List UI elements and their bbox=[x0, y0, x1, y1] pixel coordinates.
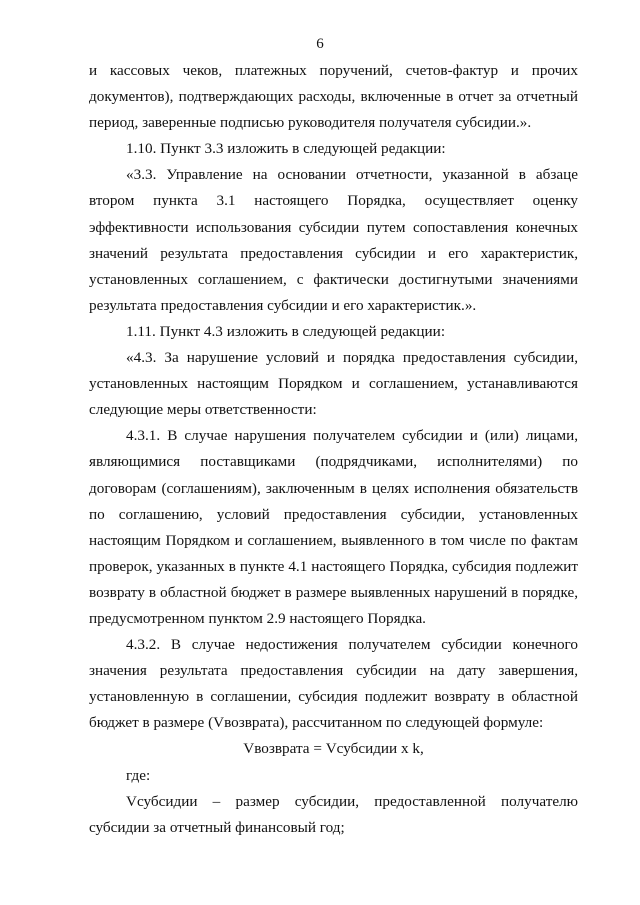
page-number: 6 bbox=[316, 36, 324, 52]
paragraph-clause-4-3-2: 4.3.2. В случае недостижения получателем субсидии конечного значения результата предоставления субсидии на дату завершения, установленную в соглашении, субсидия подлежит возврату в областной бюджет в размере (Vвозврата), рассчитанном по следующей формуле: bbox=[89, 636, 578, 732]
document-body bbox=[89, 58, 578, 841]
paragraph-item-1-10: 1.10. Пункт 3.3 изложить в следующей редакции: bbox=[126, 140, 446, 158]
paragraph-where: где: bbox=[126, 766, 151, 784]
paragraph-clause-4-3-1: 4.3.1. В случае нарушения получателем субсидии и (или) лицами, являющимися поставщиками (подрядчиками, исполнителями) по договорам (соглашениям), заключенным в целях исполнения обязательств по соглашению, условий предоставления субсидии, установленных настоящим Порядком и соглашением, выявленного в том числе по фактам проверок, указанных в пункте 4.1 настоящего Порядка, субсидия подлежит возврату в областной бюджет в размере выявленных нарушений в порядке, предусмотренном пунктом 2.9 настоящего Порядка. bbox=[89, 427, 578, 627]
paragraph-definition-vsubsidii: Vсубсидии – размер субсидии, предоставленной получателю субсидии за отчетный финансовый год; bbox=[89, 792, 578, 836]
paragraph-item-1-11: 1.11. Пункт 4.3 изложить в следующей редакции: bbox=[126, 322, 446, 340]
paragraph-clause-4-3: «4.3. За нарушение условий и порядка предоставления субсидии, установленных настоящим Порядком и соглашением, устанавливаются следующие меры ответственности: bbox=[89, 349, 578, 419]
paragraph-continuation: и кассовых чеков, платежных поручений, счетов-фактур и прочих документов), подтверждающих расходы, включенные в отчет за отчетный период, заверенные подписью руководителя получателя субсидии.». bbox=[89, 62, 578, 132]
paragraph-clause-3-3: «3.3. Управление на основании отчетности, указанной в абзаце втором пункта 3.1 настоящего Порядка, осуществляет оценку эффективности использования субсидии путем сопоставления конечных значений результата предоставления субсидии и его характеристик, установленных соглашением, с фактически достигнутыми значениями результата предоставления субсидии и его характеристик.». bbox=[89, 166, 578, 314]
formula-line: Vвозврата = Vсубсидии x k, bbox=[243, 740, 424, 758]
